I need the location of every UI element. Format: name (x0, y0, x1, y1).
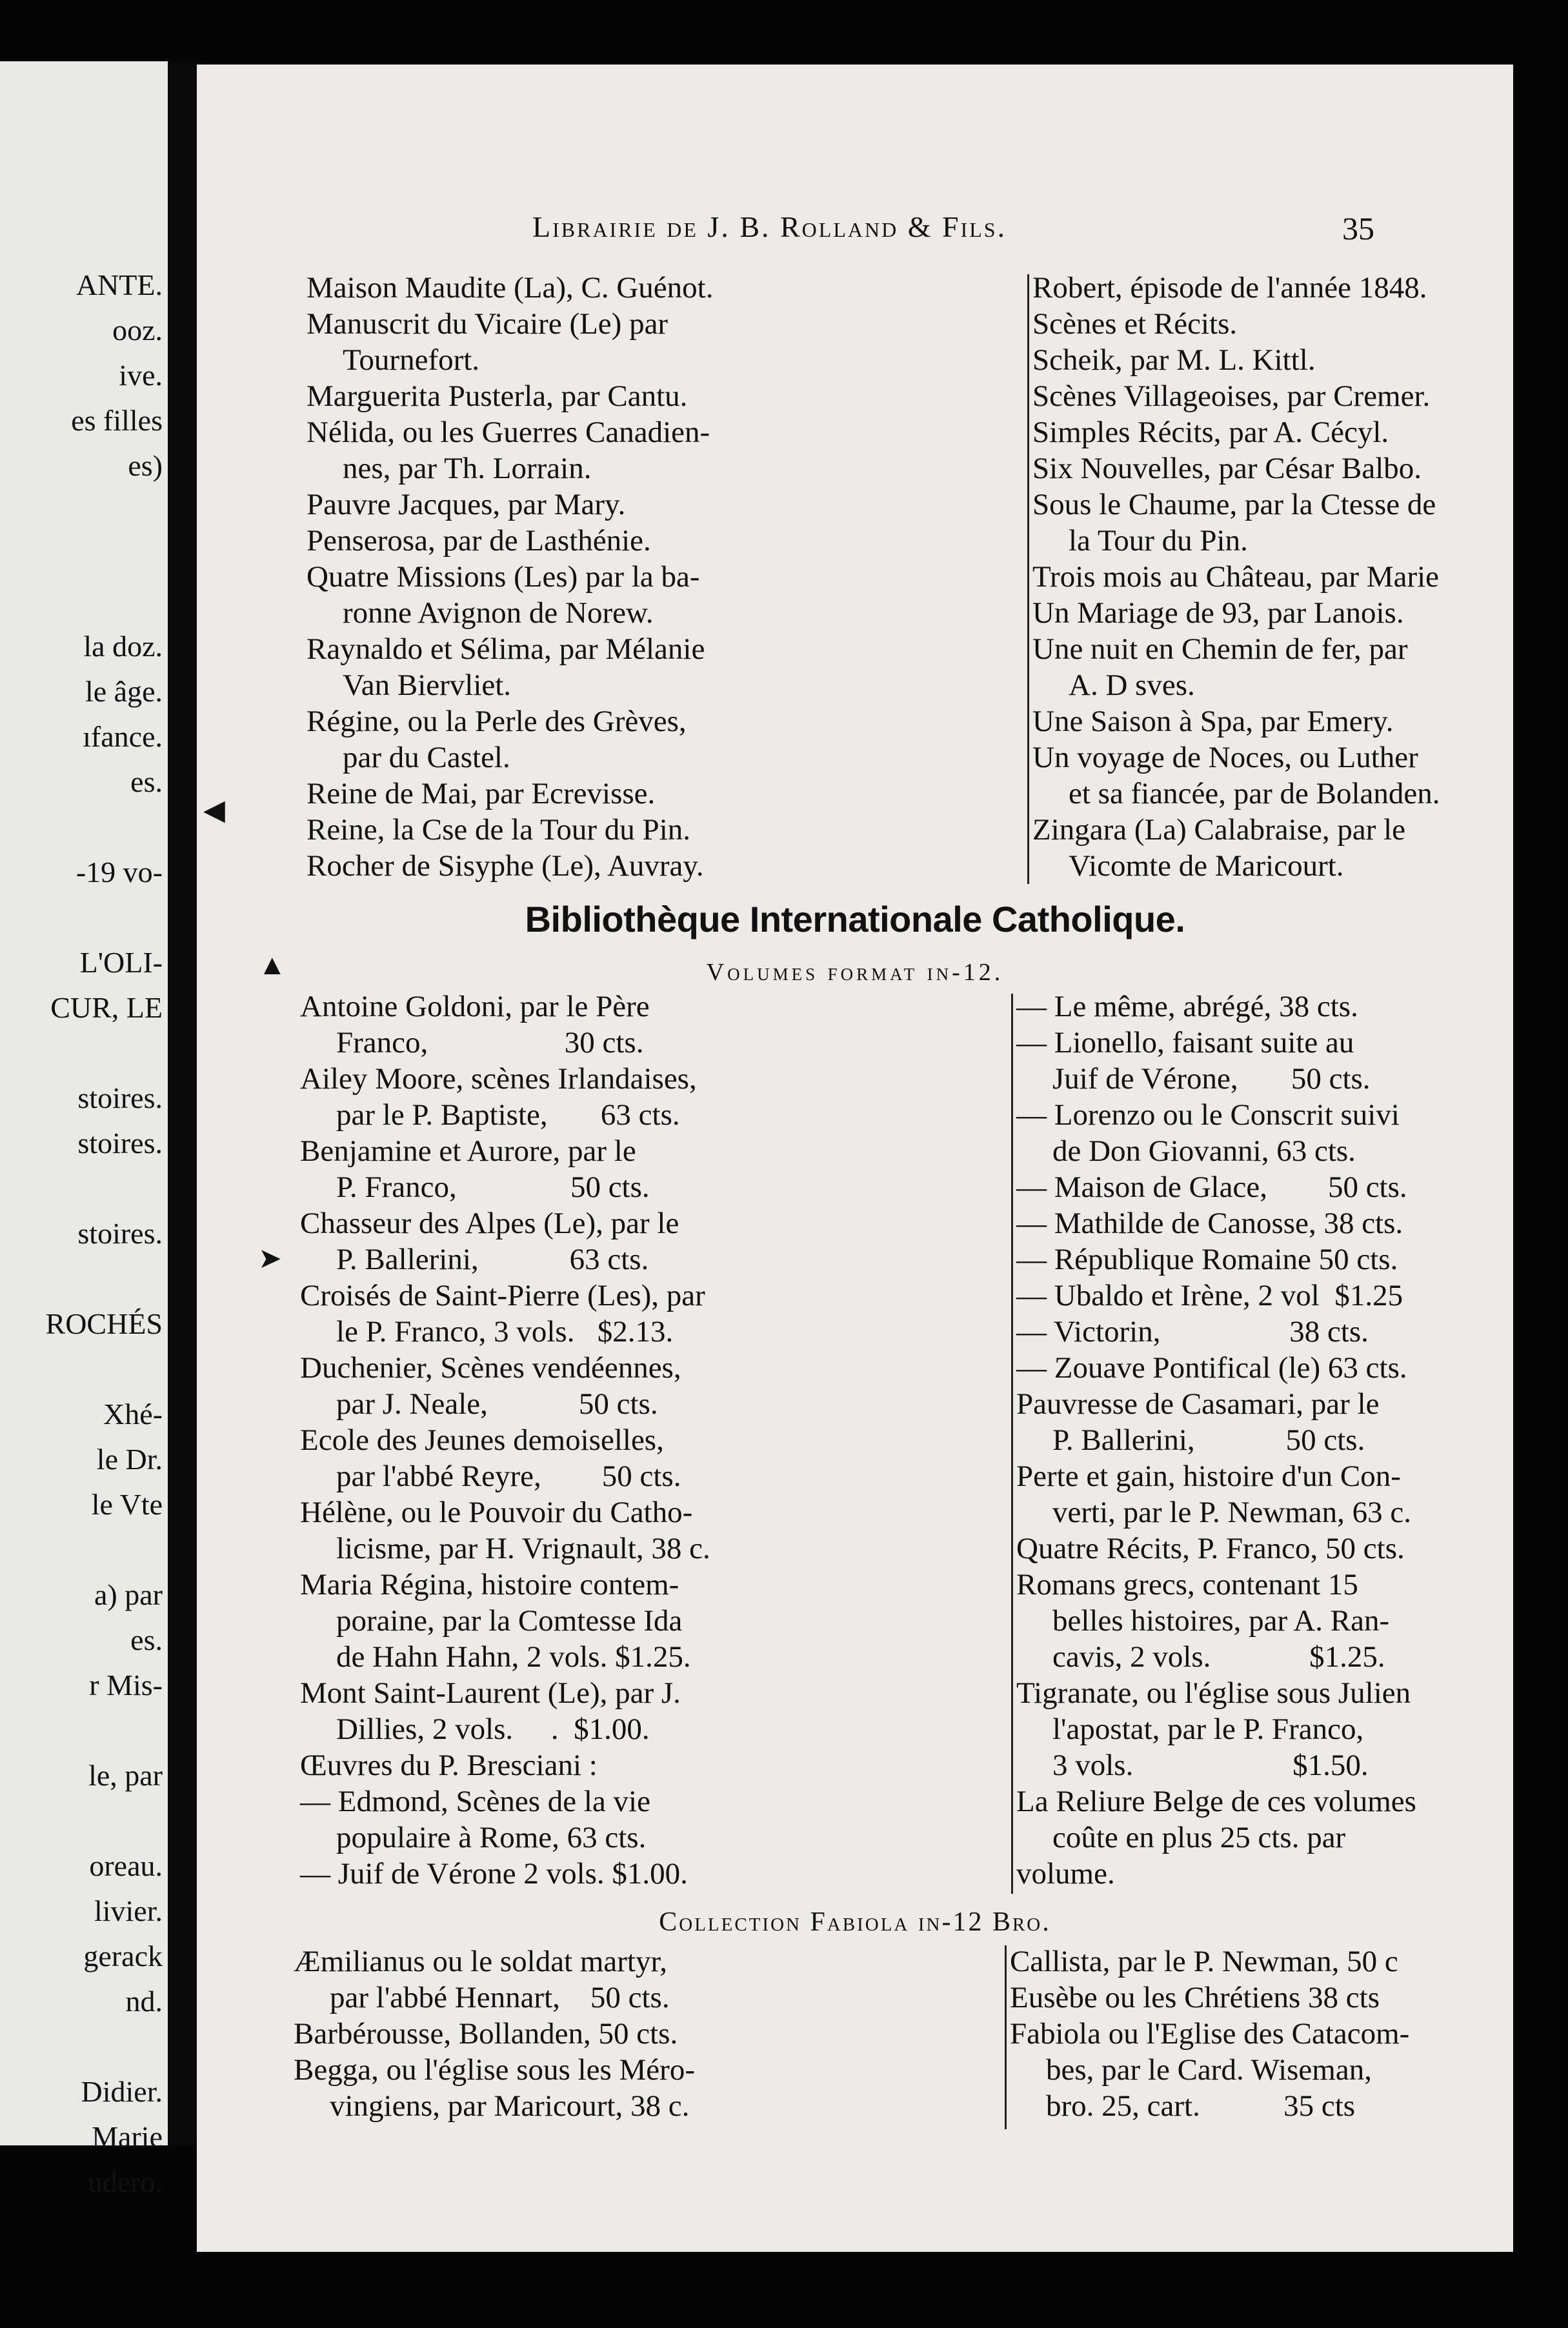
fragment-line: le âge. (85, 675, 163, 708)
catalogue-entry-line: licisme, par H. Vrignault, 38 c. (336, 1532, 710, 1565)
mid-left-column (300, 988, 1010, 1898)
fragment-line: livier. (94, 1894, 163, 1927)
catalogue-entry-line: Benjamine et Aurore, par le (300, 1134, 636, 1168)
fragment-line: Marie (92, 2120, 163, 2153)
fragment-line: r Mis- (89, 1669, 163, 1701)
catalogue-entry-line: Fabiola ou l'Eglise des Catacom- (1010, 2017, 1410, 2051)
fragment-line: gerack (83, 1940, 163, 1972)
fragment-line: le, par (88, 1759, 163, 1792)
catalogue-entry-line: l'apostat, par le P. Franco, (1052, 1712, 1364, 1746)
fragment-line: ive. (119, 359, 163, 392)
catalogue-entry-line: — Juif de Vérone 2 vols. $1.00. (300, 1857, 688, 1891)
section-title: Bibliothèque Internationale Catholique. (525, 899, 1185, 939)
fragment-line: stoires. (77, 1081, 163, 1114)
catalogue-entry-line: Barbérousse, Bollanden, 50 cts. (294, 2017, 678, 2051)
catalogue-entry-line: P. Franco, 50 cts. (336, 1170, 650, 1204)
catalogue-entry-line: la Tour du Pin. (1069, 524, 1248, 557)
catalogue-entry-line: Juif de Vérone, 50 cts. (1052, 1062, 1371, 1096)
catalogue-entry-line: Franco, 30 cts. (336, 1026, 644, 1059)
catalogue-entry-line: Sous le Chaume, par la Ctesse de (1032, 488, 1436, 521)
catalogue-entry-line: — Ubaldo et Irène, 2 vol $1.25 (1016, 1279, 1403, 1312)
catalogue-entry-line: vingiens, par Maricourt, 38 c. (330, 2089, 690, 2123)
fragment-line: Xhé- (103, 1398, 163, 1430)
catalogue-entry-line: Hélène, ou le Pouvoir du Catho- (300, 1496, 693, 1529)
catalogue-entry-line: Van Biervliet. (343, 668, 512, 702)
catalogue-entry-line: par du Castel. (343, 741, 510, 774)
catalogue-entry-line: par l'abbé Reyre, 50 cts. (336, 1460, 681, 1493)
page-number: 35 (1342, 210, 1374, 246)
catalogue-entry-line: Vicomte de Maricourt. (1069, 849, 1344, 883)
catalogue-entry-line: — Lorenzo ou le Conscrit suivi (1016, 1098, 1400, 1132)
mid-right-column (1016, 988, 1565, 1898)
catalogue-entry-line: Marguerita Pusterla, par Cantu. (307, 379, 688, 413)
fragment-line: -19 vo- (75, 856, 163, 888)
catalogue-entry-line: Reine de Mai, par Ecrevisse. (307, 777, 656, 810)
catalogue-entry-line: Romans grecs, contenant 15 (1016, 1568, 1358, 1601)
section-subtitle: Volumes format in-12. (706, 959, 1004, 986)
catalogue-entry-line: Quatre Missions (Les) par la ba- (307, 560, 700, 594)
catalogue-entry-line: Scènes Villageoises, par Cremer. (1032, 379, 1431, 413)
catalogue-entry-line: le P. Franco, 3 vols. $2.13. (336, 1315, 674, 1349)
catalogue-entry-line: de Hahn Hahn, 2 vols. $1.25. (336, 1640, 691, 1674)
fragment-line: le Dr. (96, 1443, 163, 1476)
catalogue-entry-line: Ecole des Jeunes demoiselles, (300, 1423, 664, 1457)
fragment-line: es) (128, 449, 163, 482)
catalogue-entry-line: Quatre Récits, P. Franco, 50 cts. (1016, 1532, 1405, 1565)
fragment-line: L'OLI- (79, 946, 163, 979)
catalogue-entry-line: Callista, par le P. Newman, 50 c (1010, 1945, 1398, 1978)
catalogue-entry-line: Pauvre Jacques, par Mary. (307, 488, 626, 521)
catalogue-entry-line: Rocher de Sisyphe (Le), Auvray. (307, 849, 704, 883)
catalogue-entry-line: belles histoires, par A. Ran- (1052, 1604, 1390, 1638)
catalogue-entry-line: Tournefort. (343, 343, 480, 377)
catalogue-entry-line: et sa fiancée, par de Bolanden. (1069, 777, 1440, 810)
margin-arrow-mark: ➤ (258, 1243, 282, 1274)
catalogue-entry-line: Raynaldo et Sélima, par Mélanie (307, 632, 705, 666)
catalogue-entry-line: coûte en plus 25 cts. par (1052, 1821, 1346, 1854)
catalogue-entry-line: Antoine Goldoni, par le Père (300, 990, 650, 1023)
fragment-line: a) par (94, 1578, 163, 1611)
catalogue-entry-line: — Maison de Glace, 50 cts. (1016, 1170, 1407, 1204)
previous-page-fragment (0, 61, 168, 2198)
catalogue-entry-line: — Victorin, 38 cts. (1016, 1315, 1369, 1349)
catalogue-entry-line: Une nuit en Chemin de fer, par (1032, 632, 1408, 666)
catalogue-entry-line: de Don Giovanni, 63 cts. (1052, 1134, 1356, 1168)
catalogue-entry-line: Tigranate, ou l'église sous Julien (1016, 1676, 1411, 1710)
fragment-line: stoires. (77, 1217, 163, 1250)
fragment-line: le Vte (91, 1488, 163, 1521)
catalogue-entry-line: populaire à Rome, 63 cts. (336, 1821, 647, 1854)
catalogue-entry-line: Régine, ou la Perle des Grèves, (307, 705, 687, 738)
catalogue-entry-line: Simples Récits, par A. Cécyl. (1032, 416, 1389, 449)
catalogue-entry-line: — Edmond, Scènes de la vie (300, 1785, 650, 1818)
catalogue-entry-line: — Zouave Pontifical (le) 63 cts. (1016, 1351, 1407, 1385)
column-divider (1011, 994, 1013, 1894)
margin-arrow-mark: ▲ (258, 949, 286, 981)
fragment-line: udero. (87, 2165, 163, 2198)
catalogue-entry-line: Une Saison à Spa, par Emery. (1032, 705, 1394, 738)
catalogue-entry-line: bro. 25, cart. 35 cts (1046, 2089, 1356, 2123)
catalogue-entry-line: Zingara (La) Calabraise, par le (1032, 813, 1406, 847)
fragment-line: ıfance. (83, 720, 163, 753)
catalogue-entry-line: nes, par Th. Lorrain. (343, 452, 592, 485)
catalogue-entry-line: Duchenier, Scènes vendéennes, (300, 1351, 681, 1385)
fragment-line: stoires. (77, 1127, 163, 1159)
catalogue-entry-line: volume. (1016, 1857, 1115, 1891)
catalogue-entry-line: Scheik, par M. L. Kittl. (1032, 343, 1316, 377)
catalogue-entry-line: bes, par le Card. Wiseman, (1046, 2053, 1372, 2087)
catalogue-entry-line: Un voyage de Noces, ou Luther (1032, 741, 1418, 774)
catalogue-entry-line: Œuvres du P. Bresciani : (300, 1749, 598, 1782)
catalogue-entry-line: Reine, la Cse de la Tour du Pin. (307, 813, 691, 847)
catalogue-entry-line: Penserosa, par de Lasthénie. (307, 524, 651, 557)
catalogue-entry-line: cavis, 2 vols. $1.25. (1052, 1640, 1385, 1674)
catalogue-entry-line: Maria Régina, histoire contem- (300, 1568, 679, 1601)
top-left-column (307, 270, 1023, 889)
bottom-left-column (294, 1943, 1003, 2131)
catalogue-entry-line: Robert, épisode de l'année 1848. (1032, 271, 1427, 305)
catalogue-entry-line: — République Romaine 50 cts. (1016, 1243, 1398, 1276)
catalogue-entry-line: Eusèbe ou les Chrétiens 38 cts (1010, 1981, 1380, 2014)
collection-subtitle: Collection Fabiola in-12 Bro. (659, 1907, 1051, 1937)
catalogue-entry-line: La Reliure Belge de ces volumes (1016, 1785, 1416, 1818)
fragment-line: oreau. (89, 1849, 163, 1882)
fragment-line: ooz. (112, 314, 163, 346)
catalogue-entry-line: Chasseur des Alpes (Le), par le (300, 1207, 679, 1240)
catalogue-entry-line: 3 vols. $1.50. (1052, 1749, 1369, 1782)
top-right-column (1032, 270, 1568, 889)
book-gutter (168, 61, 200, 2145)
catalogue-entry-line: ronne Avignon de Norew. (343, 596, 654, 630)
catalogue-entry-line: Croisés de Saint-Pierre (Les), par (300, 1279, 705, 1312)
catalogue-entry-line: Trois mois au Château, par Marie (1032, 560, 1440, 594)
catalogue-entry-line: Begga, ou l'église sous les Méro- (294, 2053, 695, 2087)
catalogue-entry-line: poraine, par la Comtesse Ida (336, 1604, 683, 1638)
fragment-line: ANTE. (75, 268, 163, 301)
catalogue-entry-line: Un Mariage de 93, par Lanois. (1032, 596, 1404, 630)
catalogue-entry-line: Pauvresse de Casamari, par le (1016, 1387, 1380, 1421)
catalogue-entry-line: Ailey Moore, scènes Irlandaises, (300, 1062, 697, 1096)
catalogue-page (197, 65, 1513, 2252)
catalogue-entry-line: P. Ballerini, 50 cts. (1052, 1423, 1365, 1457)
catalogue-entry-line: Mont Saint-Laurent (Le), par J. (300, 1676, 681, 1710)
catalogue-entry-line: — Mathilde de Canosse, 38 cts. (1016, 1207, 1403, 1240)
catalogue-entry-line: par le P. Baptiste, 63 cts. (336, 1098, 680, 1132)
fragment-line: Didier. (81, 2075, 163, 2108)
catalogue-entry-line: Maison Maudite (La), C. Guénot. (307, 271, 714, 305)
catalogue-entry-line: par l'abbé Hennart, 50 cts. (330, 1981, 670, 2014)
catalogue-entry-line: — Le même, abrégé, 38 cts. (1016, 990, 1358, 1023)
page-header (197, 210, 1513, 248)
catalogue-entry-line: P. Ballerini, 63 cts. (336, 1243, 649, 1276)
fragment-line: la doz. (83, 630, 163, 663)
margin-arrow-mark: ◀ (203, 794, 225, 826)
catalogue-entry-line: Scènes et Récits. (1032, 307, 1238, 341)
catalogue-entry-line: verti, par le P. Newman, 63 c. (1052, 1496, 1412, 1529)
fragment-line: CUR, LE (50, 991, 163, 1024)
catalogue-entry-line: Æmilianus ou le soldat martyr, (294, 1945, 668, 1978)
fragment-line: es. (130, 765, 163, 798)
fragment-line: nd. (125, 1985, 163, 2018)
catalogue-entry-line: Six Nouvelles, par César Balbo. (1032, 452, 1422, 485)
column-divider (1027, 274, 1029, 884)
catalogue-entry-line: A. D sves. (1069, 668, 1195, 702)
fragment-line: es filles (71, 404, 163, 437)
bottom-right-column (1010, 1943, 1558, 2131)
running-head: Librairie de J. B. Rolland & Fils. (532, 210, 1007, 243)
fragment-line: ROCHÉS (45, 1307, 163, 1340)
column-divider (1005, 1945, 1007, 2129)
catalogue-entry-line: — Lionello, faisant suite au (1016, 1026, 1354, 1059)
catalogue-entry-line: Dillies, 2 vols. . $1.00. (336, 1712, 650, 1746)
catalogue-entry-line: par J. Neale, 50 cts. (336, 1387, 658, 1421)
catalogue-entry-line: Perte et gain, histoire d'un Con- (1016, 1460, 1401, 1493)
fragment-line: es. (130, 1623, 163, 1656)
catalogue-entry-line: Manuscrit du Vicaire (Le) par (307, 307, 668, 341)
catalogue-entry-line: Nélida, ou les Guerres Canadien- (307, 416, 710, 449)
